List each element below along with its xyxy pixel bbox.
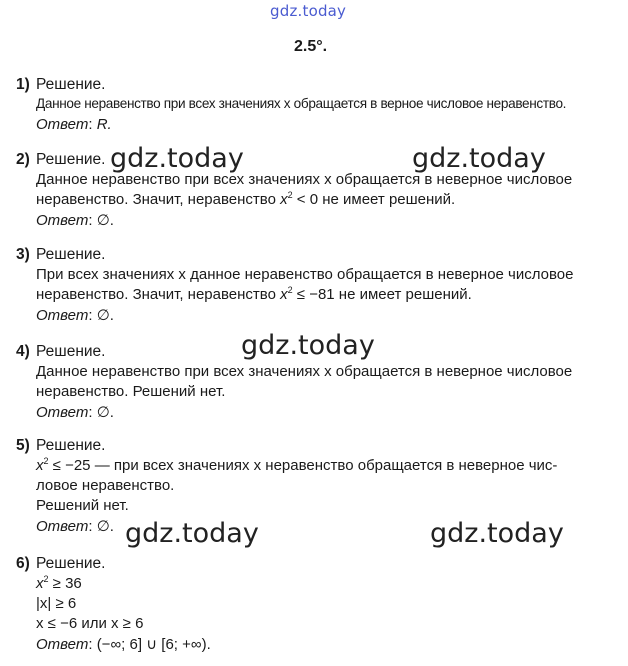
solution-line: ловое неравенство. bbox=[36, 477, 175, 494]
solution-heading: Решение. bbox=[36, 555, 106, 572]
watermark: gdz.today bbox=[125, 518, 259, 549]
solution-line: $x^2 \le -25$ — при всех значениях x неравенство обращается в неверное чис- bbox=[36, 456, 558, 474]
answer-label: Ответ bbox=[36, 212, 89, 229]
item-number: 4) bbox=[16, 343, 30, 360]
solution-line: Данное неравенство при всех значениях x обращается в неверное числовое bbox=[36, 171, 573, 188]
solution-heading: Решение. bbox=[36, 437, 106, 454]
answer-value: ∅. bbox=[96, 212, 114, 229]
answer-value: ∅. bbox=[96, 518, 114, 535]
solution-line: Решений нет. bbox=[36, 497, 129, 514]
watermark: gdz.today bbox=[430, 518, 564, 549]
solution-heading: Решение. bbox=[36, 76, 106, 93]
answer-line: Ответ: ∅. bbox=[36, 518, 114, 535]
solution-heading: Решение. bbox=[36, 151, 106, 168]
answer-line: Ответ: (−∞; 6] ∪ [6; +∞). bbox=[36, 636, 211, 653]
answer-line: Ответ: ∅. bbox=[36, 212, 114, 229]
watermark: gdz.today bbox=[241, 330, 375, 361]
answer-value: ∅. bbox=[96, 307, 114, 324]
answer-label: Ответ bbox=[36, 404, 89, 421]
page-title: 2.5°. bbox=[294, 38, 328, 55]
answer-line: Ответ: ∅. bbox=[36, 404, 114, 421]
solution-line: $x^2 \ge 36$ bbox=[36, 574, 82, 592]
solution-line: |x| ≥ 6 bbox=[36, 595, 77, 612]
solution-line: Данное неравенство при всех значениях x обращается в верное числовое неравенство. bbox=[36, 96, 567, 111]
watermark: gdz.today bbox=[110, 143, 244, 174]
solution-line: x ≤ −6 или x ≥ 6 bbox=[36, 615, 144, 632]
item-number: 1) bbox=[16, 76, 30, 93]
solution-heading: Решение. bbox=[36, 246, 106, 263]
item-number: 6) bbox=[16, 555, 30, 572]
solution-heading: Решение. bbox=[36, 343, 106, 360]
answer-value: ∅. bbox=[96, 404, 114, 421]
watermark: gdz.today bbox=[412, 143, 546, 174]
solution-line: неравенство. Значит, неравенство $x^2 < 0$ не имеет решений. bbox=[36, 190, 456, 208]
answer-label: Ответ bbox=[36, 307, 89, 324]
answer-line: Ответ: ∅. bbox=[36, 307, 114, 324]
answer-line: Ответ: R. bbox=[36, 116, 112, 133]
answer-label: Ответ bbox=[36, 636, 89, 653]
solution-line: неравенство. Значит, неравенство $x^2 \le -81$ не имеет решений. bbox=[36, 285, 472, 303]
answer-label: Ответ bbox=[36, 518, 89, 535]
solution-line: неравенство. Решений нет. bbox=[36, 383, 226, 400]
solution-line: При всех значениях x данное неравенство обращается в неверное числовое bbox=[36, 266, 574, 283]
item-number: 5) bbox=[16, 437, 30, 454]
item-number: 2) bbox=[16, 151, 30, 168]
answer-label: Ответ bbox=[36, 116, 89, 133]
watermark-top: gdz.today bbox=[270, 2, 347, 20]
item-number: 3) bbox=[16, 246, 30, 263]
answer-value: (−∞; 6] ∪ [6; +∞). bbox=[96, 636, 211, 653]
solution-line: Данное неравенство при всех значениях x обращается в неверное числовое bbox=[36, 363, 573, 380]
answer-value: R. bbox=[96, 116, 112, 133]
